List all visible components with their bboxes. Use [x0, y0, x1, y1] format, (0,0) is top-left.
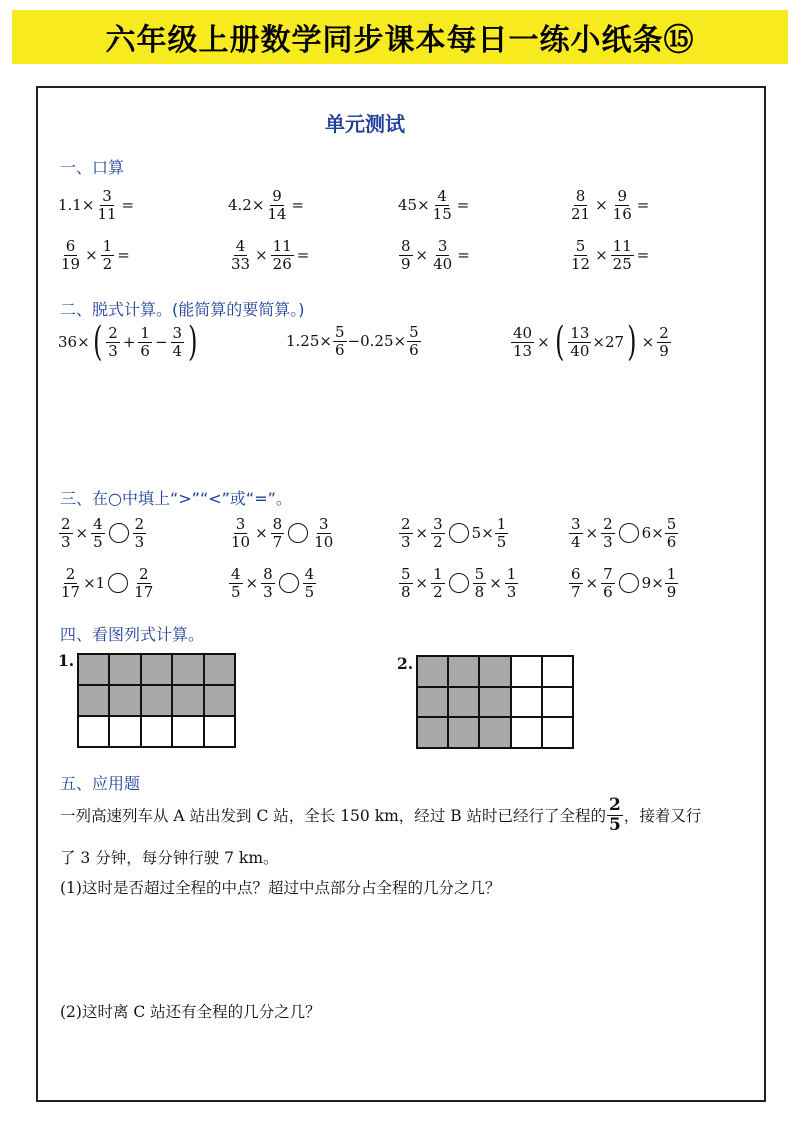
- denominator: 5: [609, 814, 621, 835]
- shaded-cell: [204, 654, 235, 685]
- numerator: 3: [102, 187, 112, 205]
- times-sign: ×: [75, 524, 89, 542]
- shaded-cell: [417, 717, 448, 748]
- figure-2-grid: [416, 655, 574, 749]
- denominator: 6: [140, 341, 150, 360]
- equals: =: [121, 196, 135, 214]
- fraction: [407, 324, 421, 358]
- denominator: 5: [496, 532, 507, 551]
- shaded-cell: [417, 687, 448, 718]
- shaded-cell: [141, 654, 172, 685]
- fraction: [265, 188, 288, 222]
- figure-2-label: 2.: [397, 654, 414, 673]
- denominator: 4: [571, 532, 581, 551]
- blank-cell: [141, 716, 172, 747]
- blank-cell: [204, 716, 235, 747]
- blank-cell: [78, 716, 109, 747]
- times-sign: ×: [415, 524, 429, 542]
- fraction: [229, 238, 252, 272]
- fraction: [665, 566, 679, 600]
- expr-text: 1.25×: [286, 332, 332, 350]
- fraction: [229, 566, 243, 600]
- answer-circle[interactable]: [288, 523, 308, 543]
- sub-question-1: (1)这时是否超过全程的中点？超过中点部分占全程的几分之几？: [60, 879, 501, 897]
- answer-circle[interactable]: [109, 523, 129, 543]
- expr-text: ×27: [592, 333, 625, 351]
- numerator: 7: [603, 565, 613, 583]
- figure-1-grid: [77, 653, 236, 748]
- fraction: [132, 566, 155, 600]
- title-banner: [12, 10, 788, 64]
- fraction: [303, 566, 317, 600]
- q1-item: [568, 188, 651, 222]
- shaded-cell: [448, 656, 479, 687]
- denominator: 12: [571, 254, 591, 273]
- denominator: 3: [134, 532, 145, 551]
- fraction: [431, 238, 454, 272]
- denominator: 33: [231, 254, 251, 273]
- q1-item: [398, 238, 472, 272]
- q2-expression-1: [58, 319, 201, 365]
- left-paren: (: [92, 319, 103, 365]
- denominator: 3: [401, 532, 411, 551]
- numerator: 40: [513, 324, 533, 342]
- blank-cell: [542, 656, 573, 687]
- numerator: 3: [172, 324, 183, 342]
- right-paren: ): [627, 319, 637, 365]
- fraction: [511, 325, 534, 359]
- fraction: [505, 566, 519, 600]
- numerator: 11: [612, 237, 632, 255]
- numerator: 5: [666, 515, 677, 533]
- shaded-cell: [172, 685, 203, 716]
- times-sign: ×: [489, 574, 502, 592]
- right-paren: ): [188, 319, 198, 365]
- denominator: 14: [267, 204, 287, 223]
- numerator: 6: [65, 237, 76, 255]
- problem-line-1: [60, 796, 701, 834]
- denominator: 2: [433, 532, 443, 551]
- denominator: 16: [612, 204, 632, 223]
- numerator: 1: [666, 565, 677, 583]
- denominator: 3: [61, 532, 71, 551]
- numerator: 4: [93, 515, 103, 533]
- q2-expression-2: [286, 324, 422, 358]
- equals: =: [117, 246, 130, 264]
- answer-circle[interactable]: [619, 523, 639, 543]
- times-sign: ×: [85, 246, 98, 264]
- denominator: 2: [433, 582, 443, 601]
- fraction: [495, 516, 509, 550]
- fraction: [59, 566, 82, 600]
- answer-circle[interactable]: [449, 573, 469, 593]
- times-sign: ×: [255, 524, 268, 542]
- fraction: [601, 566, 615, 600]
- blank-cell: [172, 716, 203, 747]
- shaded-cell: [172, 654, 203, 685]
- blank-cell: [511, 656, 542, 687]
- q1-item: [568, 238, 651, 272]
- fraction: [399, 516, 413, 550]
- q2-expression-3: [510, 319, 672, 365]
- compare-item: [568, 566, 679, 600]
- fraction: [133, 516, 147, 550]
- fraction: [261, 566, 275, 600]
- section-title: 单元测试: [325, 112, 405, 136]
- fraction: [312, 516, 335, 550]
- q1-item: [398, 188, 471, 222]
- numerator: 13: [570, 324, 590, 342]
- fraction: [171, 325, 185, 359]
- denominator: 6: [666, 532, 677, 551]
- q1-item: [228, 188, 306, 222]
- denominator: 5: [93, 532, 103, 551]
- numerator: 1: [102, 237, 113, 255]
- times-sign: ×: [595, 196, 608, 214]
- numerator: 5: [401, 565, 411, 583]
- numerator: 2: [401, 515, 411, 533]
- fraction: [91, 516, 105, 550]
- denominator: 11: [97, 204, 117, 223]
- compare-item: [228, 516, 336, 550]
- shaded-cell: [417, 656, 448, 687]
- numerator: 2: [603, 515, 613, 533]
- denominator: 10: [314, 532, 334, 551]
- shaded-cell: [78, 654, 109, 685]
- fraction: [138, 325, 152, 359]
- expr-text: 4.2×: [228, 196, 265, 214]
- denominator: 3: [108, 341, 118, 360]
- numerator: 9: [617, 187, 627, 205]
- numerator: 5: [409, 323, 419, 341]
- q2-heading: 二、脱式计算。(能简算的要简算。): [60, 300, 305, 319]
- shaded-cell: [479, 717, 510, 748]
- expr-text: −0.25×: [347, 332, 407, 350]
- blank-cell: [542, 687, 573, 718]
- numerator: 2: [65, 565, 76, 583]
- compare-item: [398, 516, 509, 550]
- denominator: 9: [401, 254, 411, 273]
- fraction: [59, 516, 73, 550]
- numerator: 4: [437, 187, 447, 205]
- problem-text: 一列高速列车从 A 站出发到 C 站，全长 150 km，经过 B 站时已经行了全程的: [60, 807, 607, 826]
- numerator: 2: [138, 565, 149, 583]
- compare-item: [228, 566, 317, 600]
- times-sign: ×: [585, 524, 599, 542]
- fraction: [657, 325, 671, 359]
- times-sign: ×: [245, 574, 259, 592]
- numerator: 2: [134, 515, 145, 533]
- denominator: 6: [603, 582, 613, 601]
- numerator: 2: [108, 324, 118, 342]
- fraction: [601, 516, 615, 550]
- denominator: 8: [401, 582, 411, 601]
- numerator: 4: [235, 237, 246, 255]
- numerator: 8: [401, 237, 411, 255]
- shaded-cell: [479, 656, 510, 687]
- expr-text: 36×: [58, 333, 90, 351]
- q1-item: [228, 238, 311, 272]
- fraction: [431, 566, 445, 600]
- equals: =: [636, 246, 650, 264]
- fraction: [569, 516, 583, 550]
- expr-text: 45×: [398, 196, 430, 214]
- compare-item: [58, 566, 156, 600]
- fraction: [431, 188, 454, 222]
- denominator: 17: [61, 582, 81, 601]
- shaded-cell: [448, 687, 479, 718]
- blank-cell: [542, 717, 573, 748]
- fraction: [229, 516, 252, 550]
- numerator: 3: [437, 237, 448, 255]
- q1-heading: 一、口算: [60, 158, 125, 177]
- fraction: [473, 566, 487, 600]
- numerator: 6: [571, 565, 581, 583]
- times-sign: ×: [415, 246, 429, 264]
- denominator: 9: [666, 582, 677, 601]
- left-paren: (: [554, 319, 565, 365]
- times-sign: ×: [585, 574, 599, 592]
- denominator: 4: [172, 341, 183, 360]
- problem-line-2: 了 3 分钟，每分钟行驶 7 km。: [60, 849, 279, 867]
- times-sign: ×: [415, 574, 429, 592]
- blank-cell: [511, 717, 542, 748]
- fraction: [611, 238, 634, 272]
- shaded-cell: [78, 685, 109, 716]
- denominator: 19: [61, 254, 81, 273]
- answer-circle[interactable]: [279, 573, 299, 593]
- times-sign: ×: [537, 333, 550, 351]
- compare-item: [58, 516, 147, 550]
- numerator: 8: [575, 187, 586, 205]
- fraction: [569, 188, 592, 222]
- times-sign: ×: [595, 246, 608, 264]
- denominator: 40: [570, 341, 590, 360]
- q1-item: [58, 238, 132, 272]
- numerator: 3: [318, 515, 329, 533]
- fraction: [271, 516, 285, 550]
- numerator: 9: [272, 187, 282, 205]
- numerator: 8: [263, 565, 273, 583]
- numerator: 4: [304, 565, 315, 583]
- numerator: 3: [433, 515, 443, 533]
- numerator: 3: [235, 515, 246, 533]
- denominator: 15: [432, 204, 452, 223]
- numerator: 2: [659, 324, 669, 342]
- fraction: [568, 325, 591, 359]
- fraction: [665, 516, 679, 550]
- numerator: 1: [433, 565, 443, 583]
- numerator: 8: [272, 515, 283, 533]
- denominator: 3: [506, 582, 517, 601]
- denominator: 3: [263, 582, 273, 601]
- q5-heading: 五、应用题: [60, 774, 141, 793]
- plus-sign: +: [122, 333, 136, 351]
- fraction: [569, 238, 592, 272]
- q1-item: [58, 188, 136, 222]
- fraction: [59, 238, 82, 272]
- denominator: 6: [409, 340, 419, 359]
- answer-circle[interactable]: [619, 573, 639, 593]
- numerator: 5: [474, 565, 485, 583]
- numerator: 5: [334, 323, 345, 341]
- denominator: 25: [612, 254, 632, 273]
- expr-text: ×1: [83, 574, 106, 592]
- denominator: 7: [272, 532, 283, 551]
- fraction: [333, 324, 347, 358]
- equals: =: [291, 196, 305, 214]
- problem-text: ，接着又行: [623, 807, 702, 826]
- denominator: 7: [571, 582, 581, 601]
- figure-1-label: 1.: [58, 651, 75, 670]
- blank-cell: [109, 716, 140, 747]
- times-sign: ×: [255, 246, 268, 264]
- expr-text: 6×: [641, 524, 664, 542]
- shaded-cell: [141, 685, 172, 716]
- expr-text: 1.1×: [58, 196, 95, 214]
- q4-heading: 四、看图列式计算。: [60, 625, 205, 644]
- expr-text: 5×: [471, 524, 494, 542]
- equals: =: [457, 246, 470, 264]
- numerator: 1: [140, 324, 150, 342]
- denominator: 21: [571, 204, 591, 223]
- compare-item: [568, 516, 679, 550]
- numerator: 2: [61, 515, 71, 533]
- fraction: [101, 238, 115, 272]
- denominator: 26: [272, 254, 292, 273]
- fraction: [106, 325, 120, 359]
- denominator: 9: [659, 341, 669, 360]
- q3-heading: 三、在○中填上“>”“<”或“=”。: [60, 489, 292, 508]
- denominator: 5: [231, 582, 241, 601]
- shaded-cell: [448, 717, 479, 748]
- equals: =: [636, 196, 650, 214]
- fraction: [569, 566, 583, 600]
- denominator: 6: [334, 340, 345, 359]
- shaded-cell: [109, 654, 140, 685]
- times-sign: ×: [641, 333, 655, 351]
- answer-circle[interactable]: [449, 523, 469, 543]
- shaded-cell: [479, 687, 510, 718]
- fraction: [607, 796, 623, 834]
- banner-title: 六年级上册数学同步课本每日一练小纸条⑮: [105, 23, 695, 58]
- fraction: [95, 188, 118, 222]
- denominator: 40: [433, 254, 453, 273]
- numerator: 2: [609, 795, 621, 815]
- equals: =: [296, 246, 310, 264]
- expr-text: 9×: [641, 574, 664, 592]
- sub-question-2: (2)这时离 C 站还有全程的几分之几？: [60, 1003, 321, 1021]
- denominator: 10: [231, 532, 251, 551]
- equals: =: [456, 196, 470, 214]
- denominator: 2: [102, 254, 113, 273]
- shaded-cell: [204, 685, 235, 716]
- numerator: 5: [575, 237, 586, 255]
- fraction: [399, 238, 413, 272]
- numerator: 4: [231, 565, 241, 583]
- numerator: 1: [496, 515, 507, 533]
- fraction: [431, 516, 445, 550]
- denominator: 13: [513, 341, 533, 360]
- minus-sign: −: [154, 333, 168, 351]
- denominator: 3: [603, 532, 613, 551]
- compare-item: [398, 566, 519, 600]
- denominator: 8: [474, 582, 485, 601]
- numerator: 3: [571, 515, 581, 533]
- denominator: 5: [304, 582, 315, 601]
- numerator: 11: [272, 237, 292, 255]
- answer-circle[interactable]: [108, 573, 128, 593]
- shaded-cell: [109, 685, 140, 716]
- denominator: 17: [134, 582, 154, 601]
- numerator: 1: [506, 565, 517, 583]
- fraction: [611, 188, 634, 222]
- blank-cell: [511, 687, 542, 718]
- fraction: [271, 238, 294, 272]
- fraction: [399, 566, 413, 600]
